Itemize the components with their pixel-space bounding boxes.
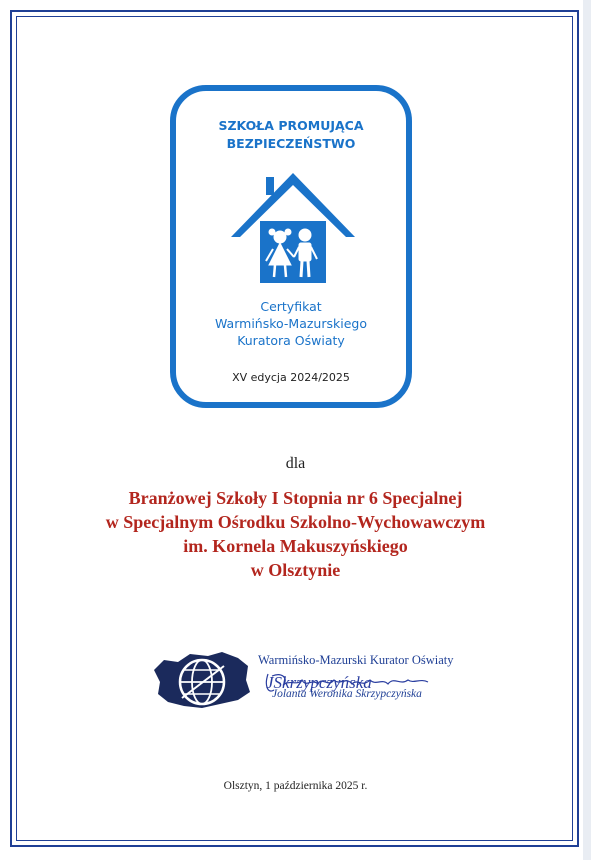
recipient-line2: w Specjalnym Ośrodku Szkolno-Wychowawczym: [105, 512, 486, 532]
recipient-name: [0, 486, 591, 582]
curator-emblem-icon: [150, 648, 255, 710]
issue-date: Olsztyn, 1 października 2025 r.: [223, 780, 368, 792]
logo-cert-line1: Certyfikat: [260, 299, 322, 314]
certificate-logo: [170, 85, 412, 408]
recipient-line3: im. Kornela Makuszyńskiego: [183, 536, 408, 556]
curator-title: Warmińsko-Mazurski Kurator Oświaty: [258, 653, 454, 667]
logo-certificate-text: [176, 298, 406, 349]
house-with-children-icon: [228, 167, 358, 287]
recipient-line4: w Olsztynie: [250, 560, 341, 580]
logo-cert-line2: Warmińsko-Mazurskiego: [215, 316, 367, 331]
logo-edition: XV edycja 2024/2025: [232, 371, 350, 384]
logo-cert-line3: Kuratora Oświaty: [237, 333, 345, 348]
curator-name: Jolanta Weronika Skrzypczyńska: [272, 688, 422, 700]
recipient-line1: Branżowej Szkoły I Stopnia nr 6 Specjalnej: [128, 488, 463, 508]
logo-title-line1: SZKOŁA PROMUJĄCA: [218, 118, 364, 133]
dla-label: dla: [285, 455, 306, 472]
logo-title: [176, 117, 406, 153]
logo-title-line2: BEZPIECZEŃSTWO: [226, 136, 356, 151]
scan-edge: [583, 0, 591, 860]
signature-handwriting: JSkrzypczyńska: [266, 673, 372, 692]
